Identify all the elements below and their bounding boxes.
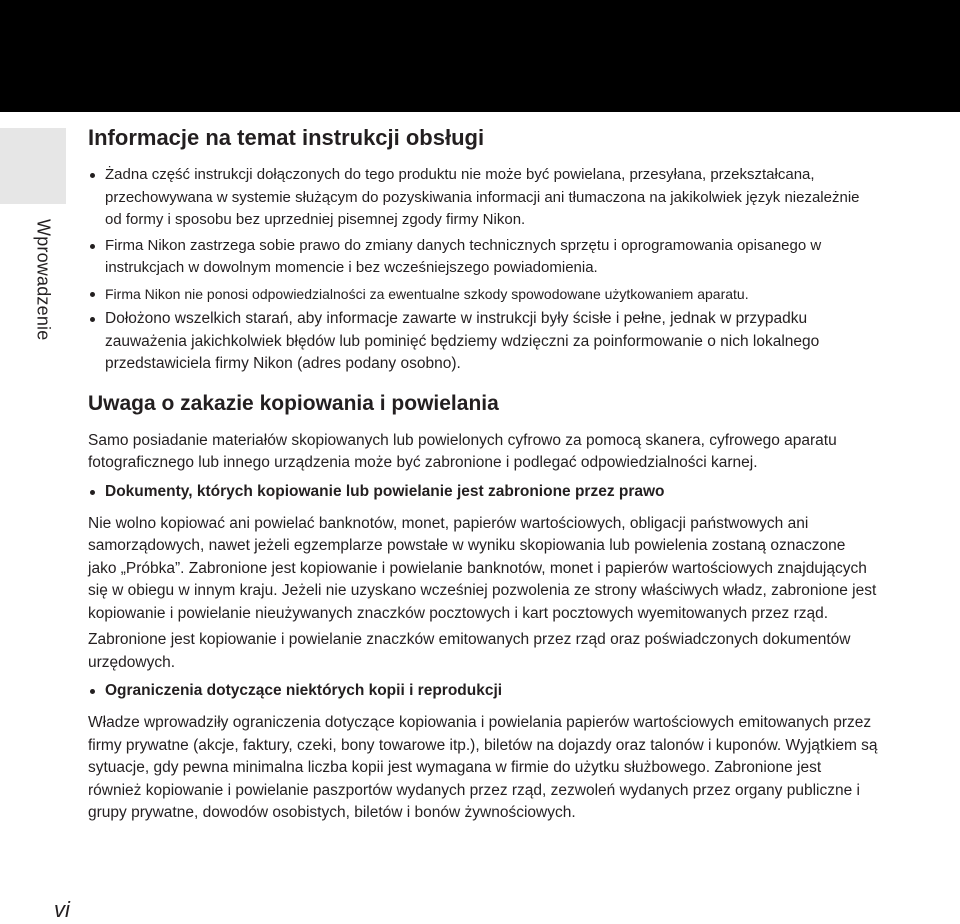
list-item: Firma Nikon zastrzega sobie prawo do zmiany danych technicznych sprzętu i oprogramowania opisanego w instrukcjach w dowolnym momencie i bez wcześniejszego powiadomienia. bbox=[88, 235, 878, 280]
list-item: Firma Nikon nie ponosi odpowiedzialności za ewentualne szkody spowodowane użytkowaniem aparatu. bbox=[88, 283, 878, 306]
subsection-heading-restrictions: Ograniczenia dotyczące niektórych kopii i reprodukcji bbox=[88, 680, 878, 702]
manual-info-list bbox=[88, 164, 878, 376]
page-content bbox=[88, 124, 878, 829]
top-black-band bbox=[0, 0, 960, 112]
copy-notice-intro: Samo posiadanie materiałów skopiowanych lub powielonych cyfrowo za pomocą skanera, cyfrowego aparatu fotograficznego lub innego urządzenia może być zabronione i podlegać odpowiedzialności karnej. bbox=[88, 431, 837, 471]
chapter-tab bbox=[0, 128, 66, 204]
paragraph: Zabronione jest kopiowanie i powielanie znaczków emitowanych przez rząd oraz poświadczonych dokumentów urzędowych. bbox=[88, 631, 851, 671]
section-title-manual-info: Informacje na temat instrukcji obsługi bbox=[88, 125, 485, 150]
page-number: vi bbox=[54, 897, 70, 922]
list-item: Dołożono wszelkich starań, aby informacje zawarte w instrukcji były ścisłe i pełne, jednak w przypadku zauważenia jakichkolwiek błędów lub pominięć będziemy wdzięczni za poinformowanie o nich lokalnego przedstawiciela firmy Nikon (adres podany osobno). bbox=[88, 308, 878, 376]
list-item: Żadna część instrukcji dołączonych do tego produktu nie może być powielana, przesyłana, przekształcana, przechowywana w systemie służącym do pozyskiwania informacji ani tłumaczona na jakikolwiek język niezależnie od formy i sposobu bez uprzedniej pisemnej zgody firmy Nikon. bbox=[88, 164, 878, 232]
subsection-heading-prohibited: Dokumenty, których kopiowanie lub powielanie jest zabronione przez prawo bbox=[88, 481, 878, 503]
section-title-copy-notice: Uwaga o zakazie kopiowania i powielania bbox=[88, 391, 499, 415]
chapter-side-label-text: Wprowadzenie bbox=[33, 219, 54, 341]
paragraph: Władze wprowadziły ograniczenia dotyczące kopiowania i powielania papierów wartościowych emitowanych przez firmy prywatne (akcje, faktury, czeki, bony towarowe itp.), biletów na dojazdy oraz talonów i kuponów. Wyjątkiem są sytuacje, gdy pewna minimalna liczba kopii jest wymagana w firmie do użytku służbowego. Zabronione jest również kopiowanie i powielanie paszportów wydanych przez rząd, zezwoleń wydanych przez organy publiczne i grupy prywatne, dowodów osobistych, biletów i bonów żywnościowych. bbox=[88, 714, 878, 821]
chapter-side-label bbox=[13, 200, 73, 360]
paragraph: Nie wolno kopiować ani powielać banknotów, monet, papierów wartościowych, obligacji państwowych ani samorządowych, nawet jeżeli egzemplarze powstałe w wyniku skopiowania lub powielenia zostaną oznaczone jako „Próbka”. Zabronione jest kopiowanie i powielanie banknotów, monet i papierów wartościowych znajdujących się w obiegu w innym kraju. Jeżeli nie uzyskano wcześniej pozwolenia ze strony właściwych władz, zabronione jest kopiowanie i powielanie nieużywanych znaczków pocztowych i kart pocztowych wyemitowanych przez rząd. bbox=[88, 514, 877, 622]
